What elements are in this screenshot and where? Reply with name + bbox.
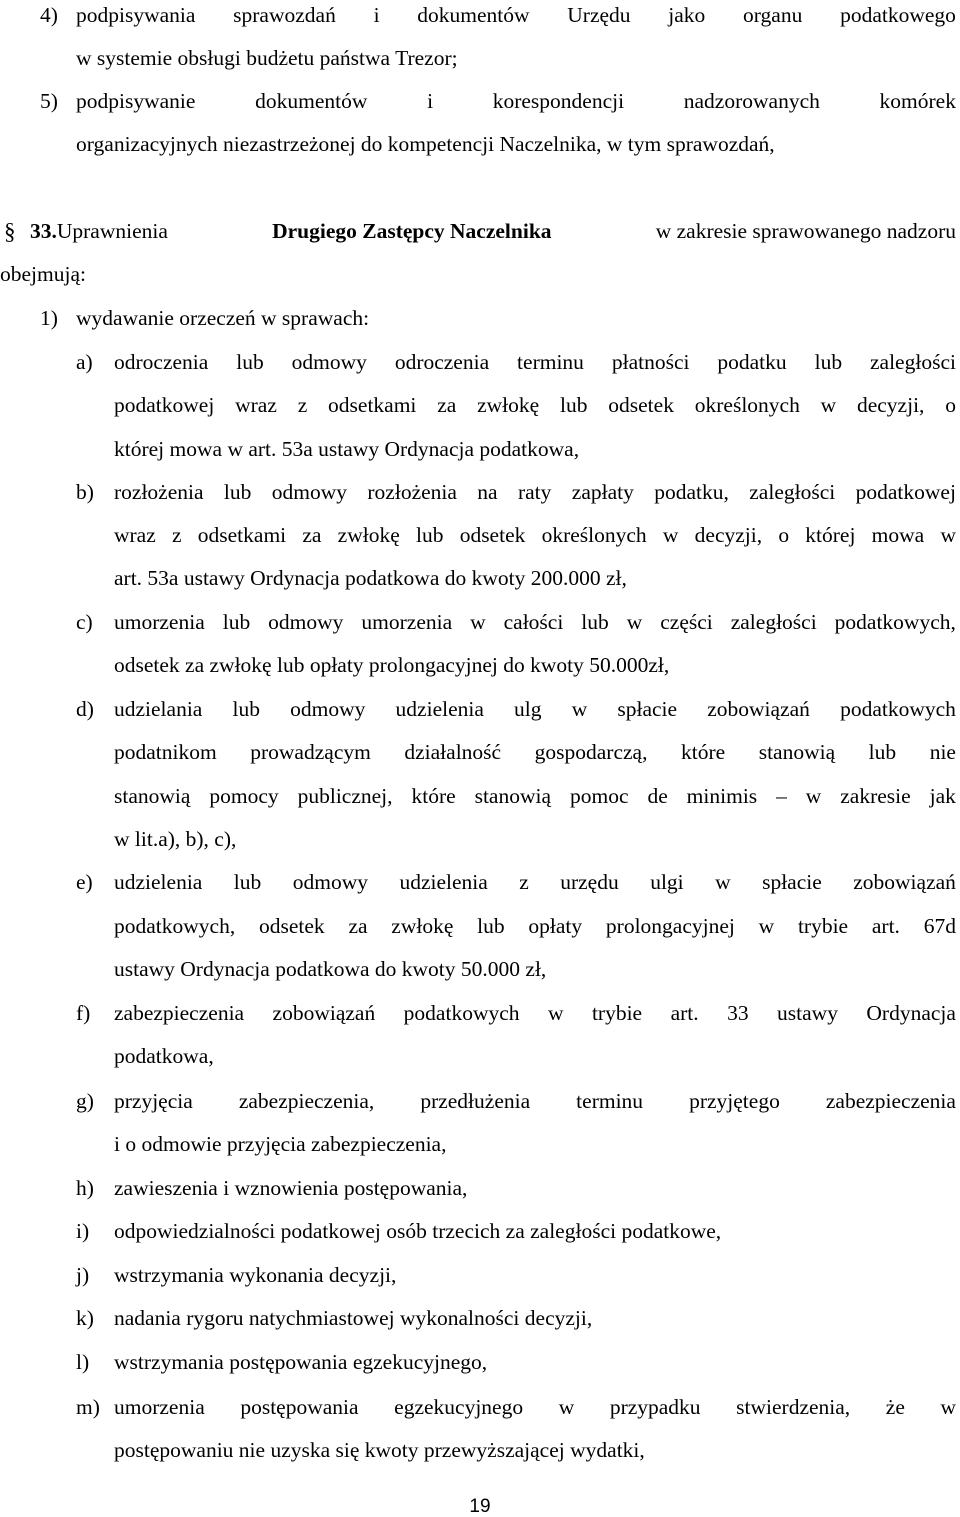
page-number: 19 — [469, 1496, 491, 1517]
sub-item-line: wstrzymania wykonania decyzji, — [114, 1263, 397, 1287]
paragraph-line: w systemie obsługi budżetu państwa Trezor; — [76, 46, 458, 70]
sub-item-letter: f) — [76, 1001, 91, 1025]
sub-item-line: zawieszenia i wznowienia postępowania, — [114, 1176, 468, 1200]
sub-item-line: umorzenia lub odmowy umorzenia w całości lub w części zaległości podatkowych, — [114, 610, 956, 634]
sub-item-letter: d) — [76, 697, 94, 721]
section-rest: w zakresie sprawowanego nadzoru — [655, 219, 956, 243]
paragraph-line: organizacyjnych niezastrzeżonej do kompetencji Naczelnika, w tym sprawozdań, — [76, 132, 775, 156]
paragraph-line: wydawanie orzeczeń w sprawach: — [76, 306, 370, 330]
section-heading — [30, 221, 956, 243]
sub-item-line: w lit.a), b), c), — [114, 827, 237, 851]
sub-item-line: której mowa w art. 53a ustawy Ordynacja podatkowa, — [114, 437, 580, 461]
sub-item-line: przyjęcia zabezpieczenia, przedłużenia terminu przyjętego zabezpieczenia — [114, 1089, 956, 1113]
sub-item-line: podatnikom prowadzącym działalność gospodarczą, które stanowią lub nie — [114, 740, 956, 764]
item-number: 5) — [40, 89, 58, 113]
section-intro: Uprawnienia — [56, 219, 168, 243]
sub-item-line: udzielania lub odmowy udzielenia ulg w spłacie zobowiązań podatkowych — [114, 697, 956, 721]
sub-item-line: stanowią pomocy publicznej, które stanowią pomoc de minimis – w zakresie jak — [114, 784, 956, 808]
sub-item-letter: a) — [76, 350, 93, 374]
sub-item-letter: h) — [76, 1176, 94, 1200]
sub-item-line: nadania rygoru natychmiastowej wykonalności decyzji, — [114, 1306, 593, 1330]
sub-item-letter: c) — [76, 610, 93, 634]
paragraph-line: podpisywania sprawozdań i dokumentów Urzędu jako organu podatkowego — [76, 3, 956, 27]
sub-item-line: udzielenia lub odmowy udzielenia z urzędu ulgi w spłacie zobowiązań — [114, 870, 956, 894]
sub-item-letter: l) — [76, 1350, 90, 1374]
item-number: 1) — [40, 306, 58, 330]
sub-item-letter: e) — [76, 870, 93, 894]
sub-item-line: postępowaniu nie uzyska się kwoty przewyższającej wydatki, — [114, 1438, 645, 1462]
sub-item-letter: g) — [76, 1089, 94, 1113]
sub-item-line: wstrzymania postępowania egzekucyjnego, — [114, 1350, 488, 1374]
paragraph-line: obejmują: — [0, 262, 86, 286]
sub-item-line: umorzenia postępowania egzekucyjnego w przypadku stwierdzenia, że w — [114, 1395, 956, 1419]
sub-item-line: rozłożenia lub odmowy rozłożenia na raty zapłaty podatku, zaległości podatkowej — [114, 480, 956, 504]
sub-item-letter: b) — [76, 480, 94, 504]
sub-item-letter: i) — [76, 1219, 90, 1243]
paragraph-line: podpisywanie dokumentów i korespondencji nadzorowanych komórek — [76, 89, 956, 113]
section-number: 33. — [30, 219, 57, 243]
sub-item-line: zabezpieczenia zobowiązań podatkowych w trybie art. 33 ustawy Ordynacja — [114, 1001, 956, 1025]
sub-item-line: wraz z odsetkami za zwłokę lub odsetek określonych w decyzji, o której mowa w — [114, 523, 956, 547]
sub-item-line: podatkowych, odsetek za zwłokę lub opłaty prolongacyjnej w trybie art. 67d — [114, 914, 956, 938]
item-number: 4) — [40, 3, 58, 27]
sub-item-line: ustawy Ordynacja podatkowa do kwoty 50.000 zł, — [114, 957, 547, 981]
sub-item-letter: j) — [76, 1263, 90, 1287]
sub-item-line: odsetek za zwłokę lub opłaty prolongacyjnej do kwoty 50.000zł, — [114, 653, 670, 677]
sub-item-line: podatkowej wraz z odsetkami za zwłokę lub odsetek określonych w decyzji, o — [114, 393, 956, 417]
sub-item-letter: m) — [76, 1395, 100, 1419]
sub-item-line: podatkowa, — [114, 1044, 214, 1068]
sub-item-line: odroczenia lub odmowy odroczenia terminu płatności podatku lub zaległości — [114, 350, 956, 374]
sub-item-letter: k) — [76, 1306, 94, 1330]
sub-item-line: i o odmowie przyjęcia zabezpieczenia, — [114, 1132, 447, 1156]
sub-item-line: odpowiedzialności podatkowej osób trzecich za zaległości podatkowe, — [114, 1219, 722, 1243]
section-bold-text: Drugiego Zastępcy Naczelnika — [272, 219, 552, 243]
section-sign: § — [4, 219, 16, 244]
sub-item-line: art. 53a ustawy Ordynacja podatkowa do kwoty 200.000 zł, — [114, 566, 627, 590]
